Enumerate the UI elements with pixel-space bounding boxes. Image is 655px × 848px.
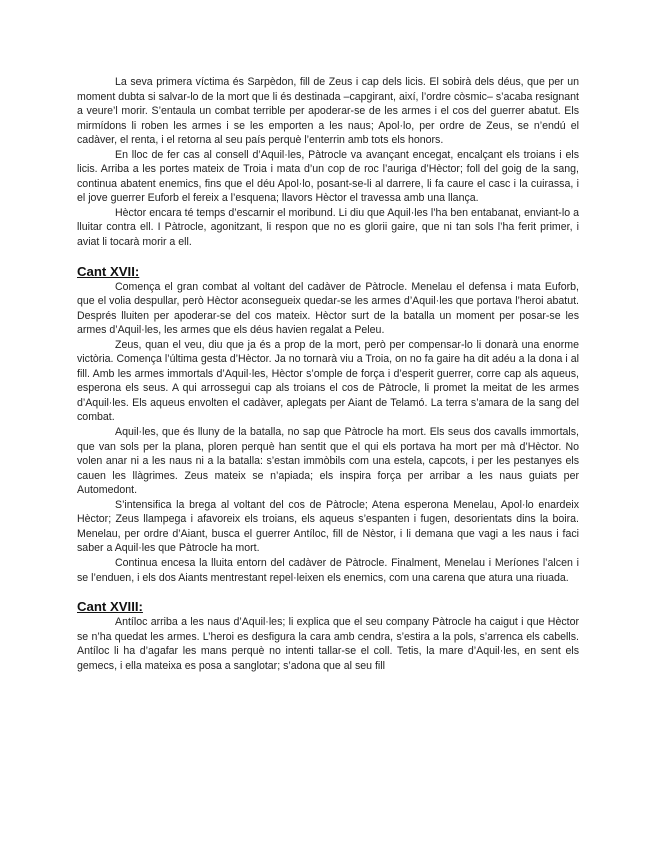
document-page: [77, 75, 579, 673]
paragraph: Continua encesa la lluita entorn del cadàver de Pàtrocle. Finalment, Menelau i Meríones l’alcen i se l’enduen, i els dos Aiants mentrestant repel·leixen els enemics, com una carena que atura una riuada.: [77, 556, 579, 584]
paragraph: Aquil·les, que és lluny de la batalla, no sap que Pàtrocle ha mort. Els seus dos cavalls immortals, que van sols per la plana, ploren perquè han sentit que el qui els portava ha mort per mà d’Hèctor. No volen anar ni a les naus ni a la batalla: s’estan immòbils com una estela, capcots, i per les pestanyes els cauen les llàgrimes. Zeus mateix se n’apiada; els inspira força per arribar a les naus guiats per Automedont.: [77, 426, 579, 497]
paragraph: S’intensifica la brega al voltant del cos de Pàtrocle; Atena esperona Menelau, Apol·lo enardeix Hèctor; Zeus llampega i afavoreix els troians, els aqueus s’espanten i fugen, desorientats dins la boira. Menelau, per ordre d’Aiant, busca el guerrer Antíloc, fill de Nèstor, i li demana que vagi a les naus i faci saber a Aquil·les que Pàtrocle ha mort.: [77, 498, 579, 555]
section-heading: Cant XVIII:: [77, 599, 143, 615]
paragraph: La seva primera víctima és Sarpèdon, fill de Zeus i cap dels licis. El sobirà dels déus, que per un moment dubta si salvar-lo de la mort que li és destinada –capgirant, així, l’ordre còsmic– s’acaba resignant a veure’l morir. S’entaula un combat terrible per apoderar-se de les armes i el cos del guerrer abatut. Els mirmídons li roben les armes i se les emporten a les naus; Apol·lo, per ordre de Zeus, se n’endú el cadàver, el renta, i el retorna al seu país perquè l’enterrin amb tots els honors.: [77, 76, 579, 147]
paragraph: En lloc de fer cas al consell d’Aquil·les, Pàtrocle va avançant encegat, encalçant els troians i els licis. Arriba a les portes mateix de Troia i mata d’un cop de roc l’auriga d’Hèctor; foll del goig de la sang, continua abatent enemics, fins que el déu Apol·lo, posant-se-li al darrere, li fa caure el casc i la cuirassa, i el jove guerrer Euforb el fereix a l’esquena; llavors Hèctor el travessa amb una llança.: [77, 148, 579, 205]
paragraph: Hèctor encara té temps d’escarnir el moribund. Li diu que Aquil·les l’ha ben entabanat, enviant-lo a lluitar contra ell. I Pàtrocle, agonitzant, li respon que no es glorii gaire, que ni tan sols l’ha ferit primer, i aviat li tocarà morir a ell.: [77, 206, 579, 249]
section-cant-xvii: [77, 263, 579, 585]
section-heading: Cant XVII:: [77, 263, 140, 279]
paragraph: Zeus, quan el veu, diu que ja és a prop de la mort, però per compensar-lo li donarà una enorme victòria. Comença l’última gesta d’Hèctor. Ja no tornarà viu a Troia, on no fa gaire ha dit adéu a la dona i al fill. Amb les armes immortals d’Aquil·les, Hèctor s’omple de força i d’esperit guerrer, corre cap als aqueus, esperona els seus. A qui arrossegui cap als troians el cos de Pàtrocle, li promet la meitat de les armes d’Aquil·les. Els aqueus envolten el cadàver, aplegats per Aiant de Telamó. La terra s’amara de la sang del combat.: [77, 338, 579, 424]
section-cant-xviii: [77, 598, 579, 673]
paragraph: Antíloc arriba a les naus d’Aquil·les; li explica que el seu company Pàtrocle ha caigut i que Hèctor se n’ha quedat les armes. L’heroi es desfigura la cara amb cendra, s’estira a la pols, s’arrenca els cabells. Antíloc li ha d’agafar les mans perquè no intenti tallar-se el coll. Tetis, la mare d’Aquil·les, en sent els gemecs, i ella mateixa es posa a sanglotar; s’adona que al seu fill: [77, 616, 579, 672]
paragraph: Comença el gran combat al voltant del cadàver de Pàtrocle. Menelau el defensa i mata Euforb, que el volia despullar, però Hèctor aconsegueix quedar-se les armes d’Aquil·les que portava l’heroi abatut. Després lluiten per apoderar-se del cos mateix. Hèctor surt de la batalla un moment per posar-se les armes d’Aquil·les, les armes que els déus havien regalat a Peleu.: [77, 280, 579, 337]
